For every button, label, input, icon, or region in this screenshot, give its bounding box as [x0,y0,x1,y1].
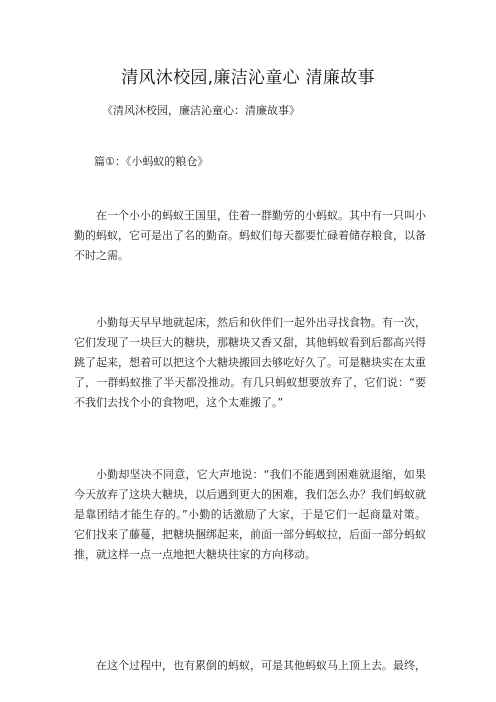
section-heading: 篇①：《小蚂蚁的粮仓》 [94,155,209,168]
paragraph: 在一个小小的蚂蚁王国里，住着一群勤劳的小蚂蚁。其中有一只叫小勤的蚂蚁，它可是出了名的勤奋。蚂蚁们每天都要忙碌着储存粮食，以备不时之需。 [74,209,426,262]
paragraph: 在这个过程中，也有累倒的蚂蚁，可是其他蚂蚁马上顶上去。最终， [96,659,426,672]
paragraph: 小勤每天早早地就起床，然后和伙伴们一起外出寻找食物。有一次，它们发现了一块巨大的糖块，那糖块又香又甜，其他蚂蚁看到后都高兴得跳了起来，想着可以把这个大糖块搬回去够吃好久了。可是糖块实在太重了，一群蚂蚁推了半天都没推动。有几只蚂蚁想要放弃了，它们说：“要不我们去找个小的食物吧，这个太难搬了。” [74,316,426,409]
paragraph: 小勤却坚决不同意，它大声地说：“我们不能遇到困难就退缩，如果今天放弃了这块大糖块，以后遇到更大的困难，我们怎么办？我们蚂蚁就是靠团结才能生存的。”小勤的话激励了大家，于是它们一起商量对策。它们找来了藤蔓，把糖块捆绑起来，前面一部分蚂蚁拉，后面一部分蚂蚁推，就这样一点一点地把大糖块往家的方向移动。 [74,468,426,561]
document-title: 清风沐校园,廉洁沁童心 清廉故事 [121,68,375,88]
document-subtitle: 《清风沐校园，廉洁沁童心：清廉故事》 [102,104,300,117]
